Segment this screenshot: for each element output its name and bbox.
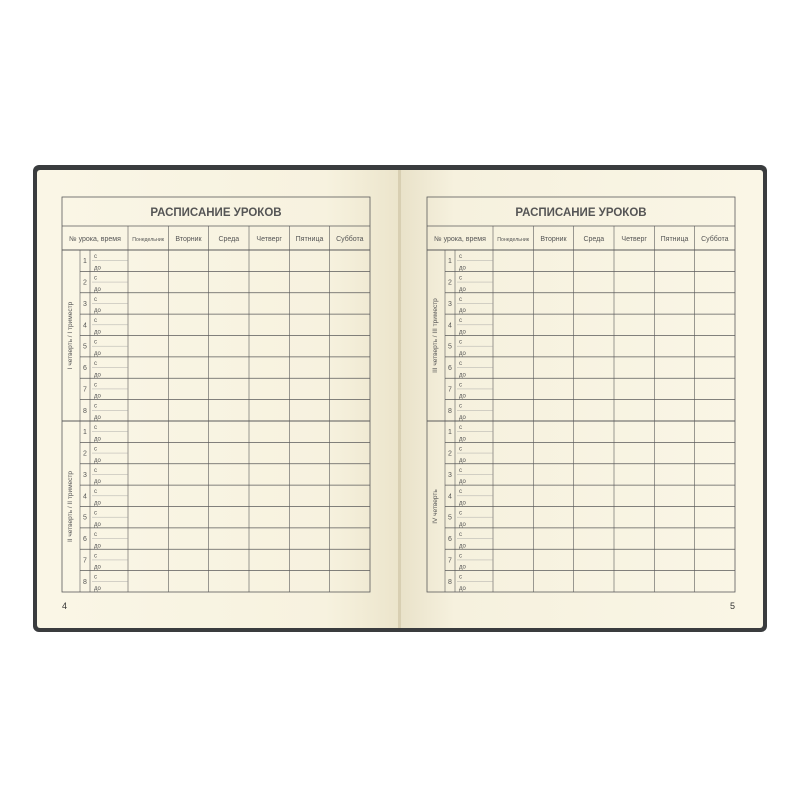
lesson-number: 8 (448, 407, 452, 415)
page-number-left: 4 (62, 601, 68, 611)
time-from-label: с (459, 275, 462, 282)
table-title: РАСПИСАНИЕ УРОКОВ (515, 207, 647, 219)
time-from-label: с (94, 510, 97, 517)
time-to-label: до (459, 500, 466, 507)
lesson-number: 4 (83, 322, 87, 330)
time-from-label: с (459, 510, 462, 517)
time-from-label: с (94, 339, 97, 346)
lesson-number: 2 (448, 279, 452, 287)
lesson-number: 6 (448, 365, 452, 373)
time-to-label: до (94, 479, 101, 486)
lesson-number: 3 (83, 471, 87, 479)
lesson-number: 1 (448, 429, 452, 437)
time-to-label: до (94, 308, 101, 315)
lesson-number: 4 (448, 322, 452, 330)
lesson-number: 6 (448, 536, 452, 544)
time-from-label: с (94, 489, 97, 496)
block-label: IV четверть (432, 489, 439, 524)
time-from-label: с (459, 296, 462, 303)
time-to-label: до (459, 350, 466, 357)
lesson-number: 1 (83, 429, 87, 437)
lesson-number: 7 (448, 386, 452, 394)
time-from-label: с (94, 275, 97, 282)
time-to-label: до (94, 564, 101, 571)
header-day: Среда (218, 236, 240, 243)
lesson-number: 7 (448, 557, 452, 565)
time-from-label: с (459, 339, 462, 346)
time-to-label: до (94, 350, 101, 357)
header-day: Вторник (175, 236, 202, 243)
block-label: I четверть / I триместр (67, 301, 74, 370)
time-from-label: с (94, 360, 97, 367)
time-to-label: до (459, 479, 466, 486)
table-frame (427, 197, 735, 592)
time-to-label: до (94, 436, 101, 443)
time-to-label: до (459, 586, 466, 592)
time-from-label: с (94, 296, 97, 303)
lesson-number: 2 (83, 450, 87, 458)
header-lesson-time: № урока, время (69, 236, 121, 243)
time-to-label: до (459, 265, 466, 272)
time-from-label: с (459, 531, 462, 538)
header-day: Понедельник (497, 237, 530, 243)
lesson-number: 3 (448, 300, 452, 308)
lesson-number: 4 (83, 493, 87, 501)
header-day: Среда (583, 236, 605, 243)
lesson-number: 3 (448, 471, 452, 479)
lesson-number: 5 (83, 343, 87, 351)
header-day: Понедельник (132, 237, 165, 243)
header-day: Четверг (256, 236, 282, 243)
time-to-label: до (459, 286, 466, 293)
time-to-label: до (94, 586, 101, 592)
lesson-number: 1 (448, 258, 452, 266)
time-from-label: с (94, 574, 97, 581)
time-from-label: с (94, 553, 97, 560)
time-to-label: до (94, 393, 101, 400)
lesson-number: 7 (83, 386, 87, 394)
time-to-label: до (459, 372, 466, 379)
lesson-number: 6 (83, 536, 87, 544)
lesson-number: 7 (83, 557, 87, 565)
time-to-label: до (94, 500, 101, 507)
time-to-label: до (94, 286, 101, 293)
header-day: Суббота (336, 236, 364, 243)
time-from-label: с (94, 254, 97, 260)
time-to-label: до (94, 457, 101, 464)
time-from-label: с (459, 254, 462, 260)
time-from-label: с (94, 318, 97, 325)
time-to-label: до (459, 436, 466, 443)
table-title: РАСПИСАНИЕ УРОКОВ (150, 207, 282, 219)
header-day: Суббота (701, 236, 729, 243)
time-to-label: до (94, 415, 101, 421)
time-from-label: с (459, 553, 462, 560)
lesson-number: 5 (448, 514, 452, 522)
time-to-label: до (94, 543, 101, 550)
lesson-number: 3 (83, 300, 87, 308)
time-to-label: до (459, 457, 466, 464)
time-to-label: до (94, 329, 101, 336)
header-lesson-time: № урока, время (434, 236, 486, 243)
lesson-number: 6 (83, 365, 87, 373)
time-from-label: с (94, 382, 97, 389)
time-to-label: до (459, 521, 466, 528)
time-from-label: с (459, 425, 462, 431)
time-from-label: с (459, 360, 462, 367)
lesson-number: 8 (448, 578, 452, 586)
lesson-number: 4 (448, 493, 452, 501)
lesson-number: 2 (448, 450, 452, 458)
time-from-label: с (459, 318, 462, 325)
time-from-label: с (94, 403, 97, 410)
time-from-label: с (459, 574, 462, 581)
time-to-label: до (459, 415, 466, 421)
lesson-number: 1 (83, 258, 87, 266)
page-number-right: 5 (730, 601, 736, 611)
block-label: II четверть / II триместр (67, 471, 74, 542)
time-from-label: с (459, 382, 462, 389)
lesson-number: 5 (448, 343, 452, 351)
time-to-label: до (459, 308, 466, 315)
time-to-label: до (94, 265, 101, 272)
lesson-number: 2 (83, 279, 87, 287)
time-from-label: с (94, 446, 97, 453)
time-to-label: до (459, 564, 466, 571)
time-to-label: до (459, 543, 466, 550)
time-from-label: с (459, 489, 462, 496)
header-day: Вторник (540, 236, 567, 243)
time-from-label: с (94, 467, 97, 474)
time-from-label: с (459, 467, 462, 474)
lesson-number: 5 (83, 514, 87, 522)
lesson-number: 8 (83, 578, 87, 586)
time-to-label: до (94, 372, 101, 379)
time-from-label: с (94, 425, 97, 431)
time-from-label: с (94, 531, 97, 538)
header-day: Четверг (621, 236, 647, 243)
header-day: Пятница (660, 236, 689, 243)
lesson-number: 8 (83, 407, 87, 415)
block-label: III четверть / III триместр (432, 298, 439, 373)
time-from-label: с (459, 446, 462, 453)
time-to-label: до (94, 521, 101, 528)
header-day: Пятница (295, 236, 324, 243)
time-to-label: до (459, 329, 466, 336)
time-to-label: до (459, 393, 466, 400)
time-from-label: с (459, 403, 462, 410)
